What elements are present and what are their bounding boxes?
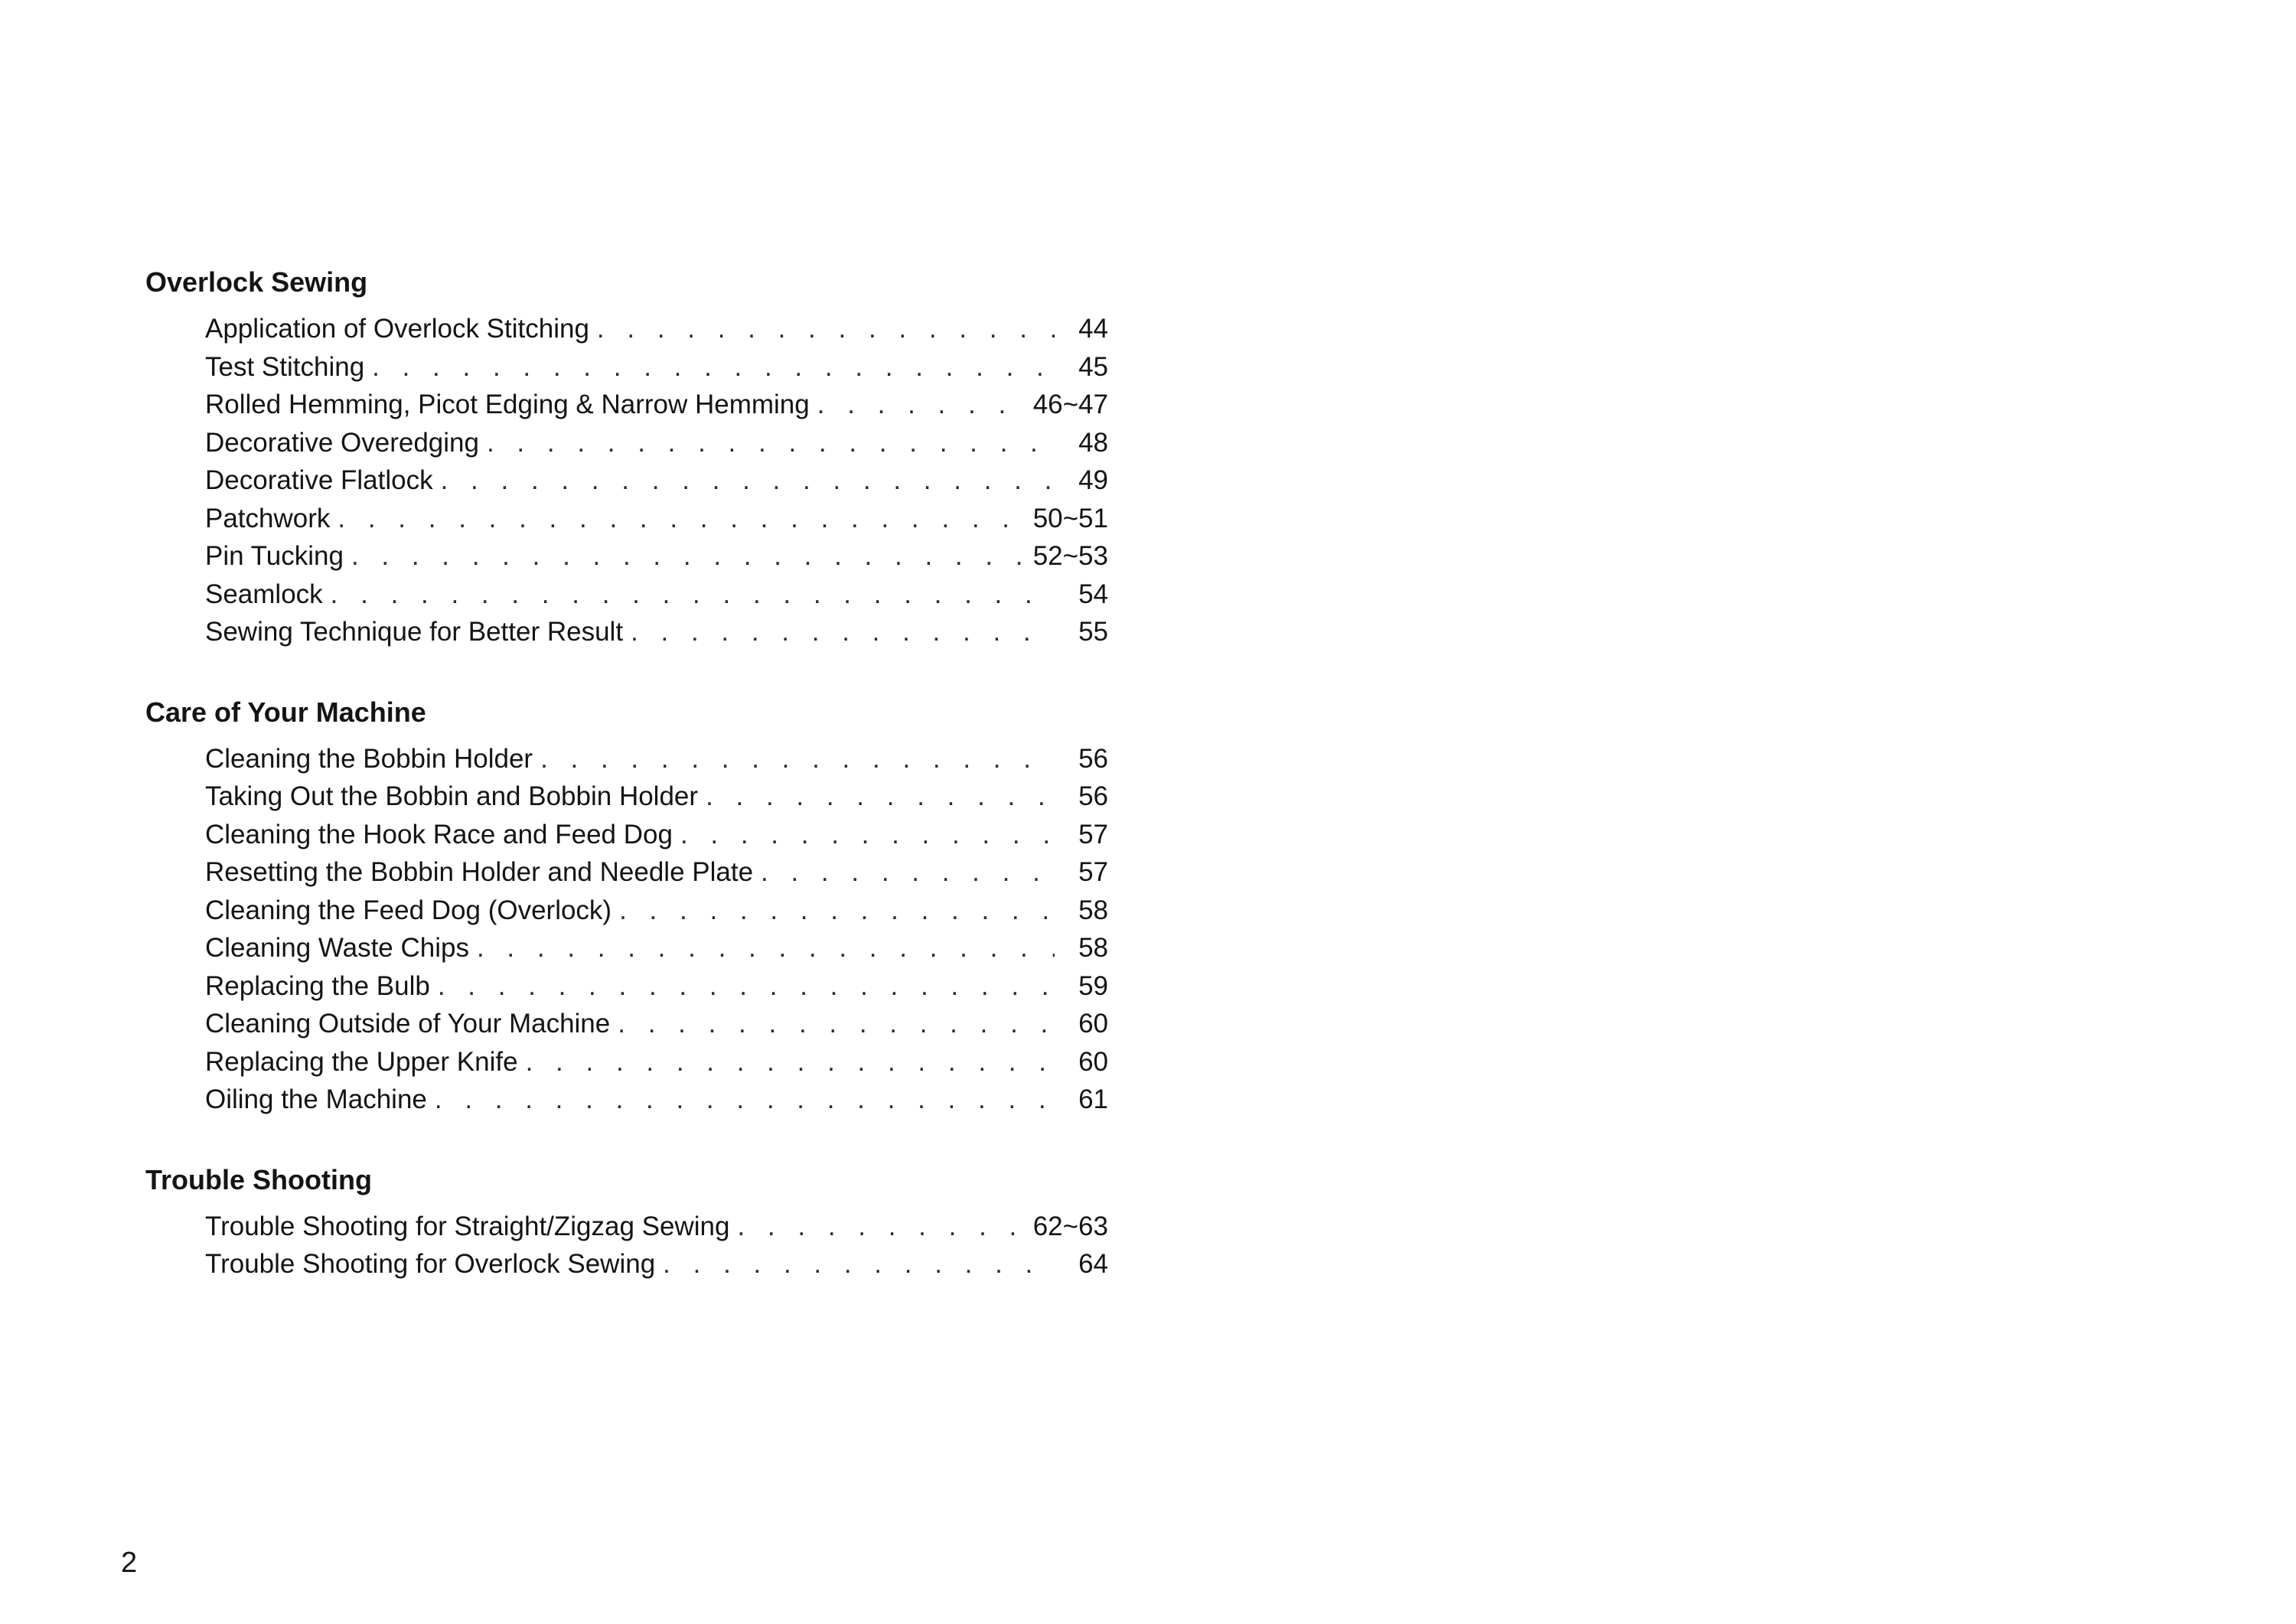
entry-label: Seamlock: [205, 579, 323, 609]
entry-page: 54: [1078, 579, 1108, 609]
entry-page: 64: [1078, 1249, 1108, 1279]
toc-entry: [205, 613, 1108, 651]
toc-entry: [205, 537, 1108, 576]
entry-label: Application of Overlock Stitching: [205, 314, 589, 344]
toc-entry: [205, 424, 1108, 462]
toc-entry: [205, 1081, 1108, 1119]
entry-label: Decorative Flatlock: [205, 465, 433, 495]
entry-label: Cleaning the Feed Dog (Overlock): [205, 895, 612, 925]
toc-entry: [205, 348, 1108, 386]
entry-page: 46~47: [1032, 390, 1108, 419]
toc-entry: [205, 1245, 1108, 1283]
entry-page: 60: [1078, 1046, 1108, 1077]
page-number: 2: [121, 1547, 138, 1579]
entry-list: [205, 1208, 1108, 1283]
entry-page: 44: [1078, 314, 1108, 344]
entry-page: 48: [1078, 427, 1108, 458]
toc-entry: [205, 892, 1108, 930]
table-of-contents: [145, 264, 1140, 1326]
section-overlock-sewing: [145, 264, 1140, 651]
dot-leader: [351, 537, 1026, 576]
dot-leader: [540, 740, 1055, 778]
entry-list: [205, 310, 1108, 651]
toc-entry: [205, 461, 1108, 500]
dot-leader: [435, 1081, 1055, 1119]
dot-leader: [372, 348, 1055, 386]
entry-page: 61: [1078, 1084, 1108, 1114]
dot-leader: [619, 892, 1055, 930]
dot-leader: [477, 929, 1055, 967]
entry-label: Sewing Technique for Better Result: [205, 617, 624, 647]
dot-leader: [526, 1043, 1055, 1081]
entry-label: Test Stitching: [205, 351, 365, 382]
dot-leader: [331, 576, 1055, 614]
toc-entry: [205, 853, 1108, 892]
dot-leader: [597, 310, 1055, 348]
entry-list: [205, 740, 1108, 1119]
entry-label: Cleaning the Bobbin Holder: [205, 743, 533, 774]
entry-label: Resetting the Bobbin Holder and Needle Plate: [205, 857, 754, 887]
dot-leader: [706, 778, 1055, 816]
entry-label: Replacing the Bulb: [205, 970, 430, 1001]
entry-label: Oiling the Machine: [205, 1084, 427, 1114]
entry-page: 49: [1078, 465, 1108, 495]
entry-page: 56: [1078, 781, 1108, 811]
toc-entry: [205, 967, 1108, 1006]
dot-leader: [441, 461, 1055, 500]
entry-page: 58: [1078, 895, 1108, 925]
entry-label: Trouble Shooting for Overlock Sewing: [205, 1249, 656, 1279]
toc-entry: [205, 816, 1108, 854]
toc-entry: [205, 576, 1108, 614]
entry-page: 57: [1078, 857, 1108, 887]
entry-label: Decorative Overedging: [205, 427, 479, 458]
toc-entry: [205, 778, 1108, 816]
toc-entry: [205, 1005, 1108, 1043]
dot-leader: [737, 1208, 1025, 1246]
section-care-of-your-machine: [145, 694, 1140, 1119]
entry-label: Trouble Shooting for Straight/Zigzag Sewing: [205, 1211, 730, 1241]
section-title: Care of Your Machine: [145, 696, 426, 728]
entry-page: 60: [1078, 1009, 1108, 1039]
toc-entry: [205, 929, 1108, 967]
toc-entry: [205, 740, 1108, 778]
entry-page: 59: [1078, 970, 1108, 1001]
entry-page: 57: [1078, 819, 1108, 850]
entry-label: Cleaning Waste Chips: [205, 933, 469, 963]
toc-entry: [205, 1043, 1108, 1081]
toc-entry: [205, 500, 1108, 538]
entry-label: Replacing the Upper Knife: [205, 1046, 518, 1077]
dot-leader: [618, 1005, 1055, 1043]
toc-entry: [205, 1208, 1108, 1246]
dot-leader: [631, 613, 1055, 651]
entry-label: Taking Out the Bobbin and Bobbin Holder: [205, 781, 699, 811]
dot-leader: [680, 816, 1055, 854]
dot-leader: [338, 500, 1025, 538]
entry-label: Rolled Hemming, Picot Edging & Narrow Hemming: [205, 390, 810, 419]
entry-page: 52~53: [1032, 541, 1108, 571]
section-trouble-shooting: [145, 1162, 1140, 1283]
entry-page: 50~51: [1032, 503, 1108, 533]
entry-label: Pin Tucking: [205, 541, 344, 571]
dot-leader: [438, 967, 1055, 1006]
dot-leader: [487, 424, 1055, 462]
entry-label: Cleaning Outside of Your Machine: [205, 1009, 611, 1039]
section-title: Overlock Sewing: [145, 266, 368, 298]
dot-leader: [663, 1245, 1055, 1283]
entry-label: Cleaning the Hook Race and Feed Dog: [205, 819, 673, 850]
entry-label: Patchwork: [205, 503, 331, 533]
toc-entry: [205, 310, 1108, 348]
toc-entry: [205, 386, 1108, 424]
entry-page: 62~63: [1032, 1211, 1108, 1241]
section-title: Trouble Shooting: [145, 1163, 372, 1195]
entry-page: 58: [1078, 933, 1108, 963]
dot-leader: [817, 386, 1026, 424]
dot-leader: [761, 853, 1055, 892]
entry-page: 55: [1078, 617, 1108, 647]
entry-page: 45: [1078, 351, 1108, 382]
entry-page: 56: [1078, 743, 1108, 774]
